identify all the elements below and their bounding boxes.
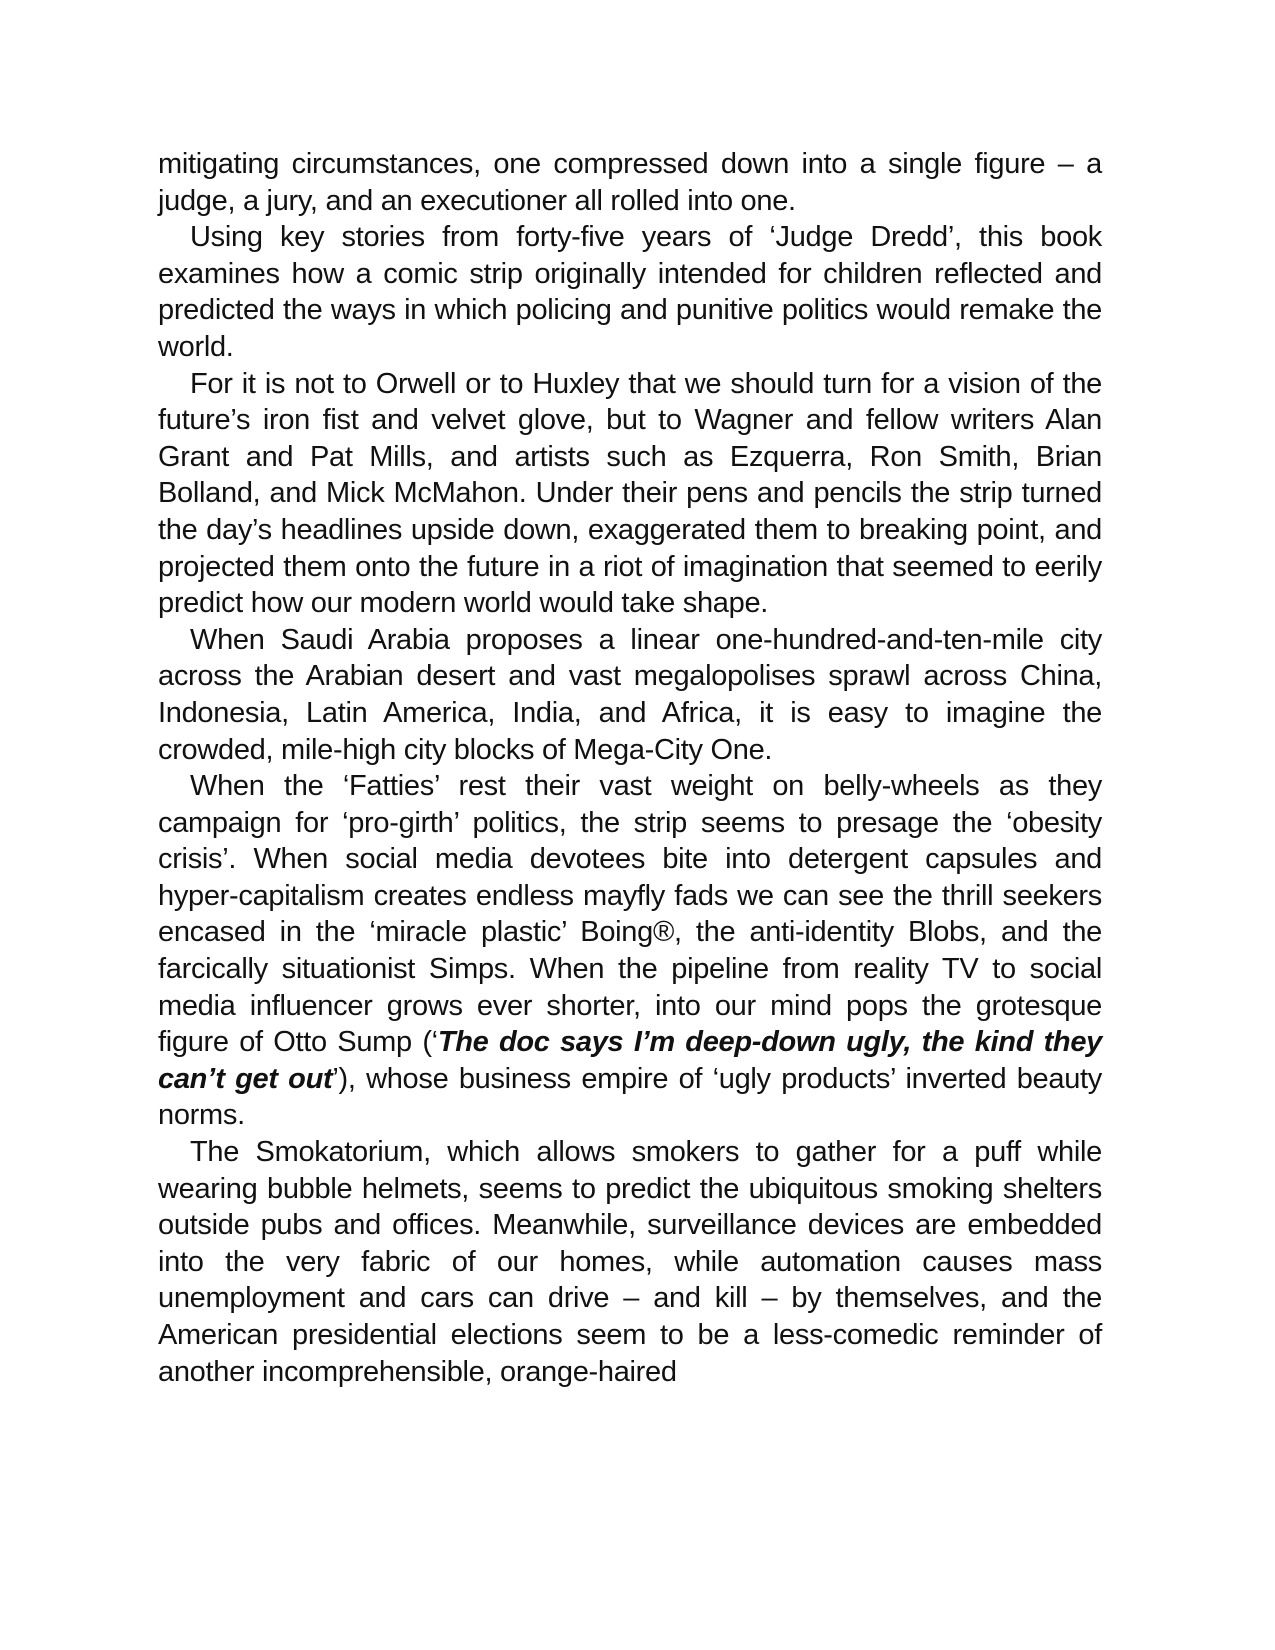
paragraph-5-text-before: When the ‘Fatties’ rest their vast weight on belly-wheels as they campaign for ‘pro-girth’ politics, the strip seems to presage the ‘obesity crisis’. When social media devotees bite into detergent capsules and hyper-capitalism creates endless mayfly fads we can see the thrill seekers encased in the ‘miracle plastic’ Boing®, the anti-identity Blobs, and the farcically situationist Simps. When the pipeline from reality TV to social media influencer grows ever shorter, into our mind pops the grotesque figure of Otto Sump (‘ [158,770,1102,1059]
paragraph-2: Using key stories from forty-five years of ‘Judge Dredd’, this book examines how a comic strip originally intended for children reflected and predicted the ways in which policing and punitive politics would remake the world. [158,221,1102,363]
paragraph-5 [158,768,1102,1134]
paragraph-4: When Saudi Arabia proposes a linear one-hundred-and-ten-mile city across the Arabian desert and vast megalopolises sprawl across China, Indonesia, Latin America, India, and Africa, it is easy to imagine the crowded, mile-high city blocks of Mega-City One. [158,623,1102,766]
otto-sump-quote: The doc says I’m deep-down ugly, the kind they can’t get out [158,1026,1102,1095]
body-text [158,146,1102,1390]
paragraph-1: mitigating circumstances, one compressed down into a single figure – a judge, a jury, and an executioner all rolled into one. [158,148,1102,217]
paragraph-5-text-after: ’), whose business empire of ‘ugly products’ inverted beauty norms. [158,1062,1102,1132]
paragraph-6: The Smokatorium, which allows smokers to gather for a puff while wearing bubble helmets, seems to predict the ubiquitous smoking shelters outside pubs and offices. Meanwhile, surveillance devices are embedded into the very fabric of our homes, while automation causes mass unemployment and cars can drive – and kill – by themselves, and the American presidential elections seem to be a less-comedic reminder of another incomprehensible, orange-haired [158,1136,1102,1388]
paragraph-3: For it is not to Orwell or to Huxley that we should turn for a vision of the future’s iron fist and velvet glove, but to Wagner and fellow writers Alan Grant and Pat Mills, and artists such as Ezquerra, Ron Smith, Brian Bolland, and Mick McMahon. Under their pens and pencils the strip turned the day’s headlines upside down, exaggerated them to breaking point, and projected them onto the future in a riot of imagination that seemed to eerily predict how our modern world would take shape. [158,367,1102,620]
